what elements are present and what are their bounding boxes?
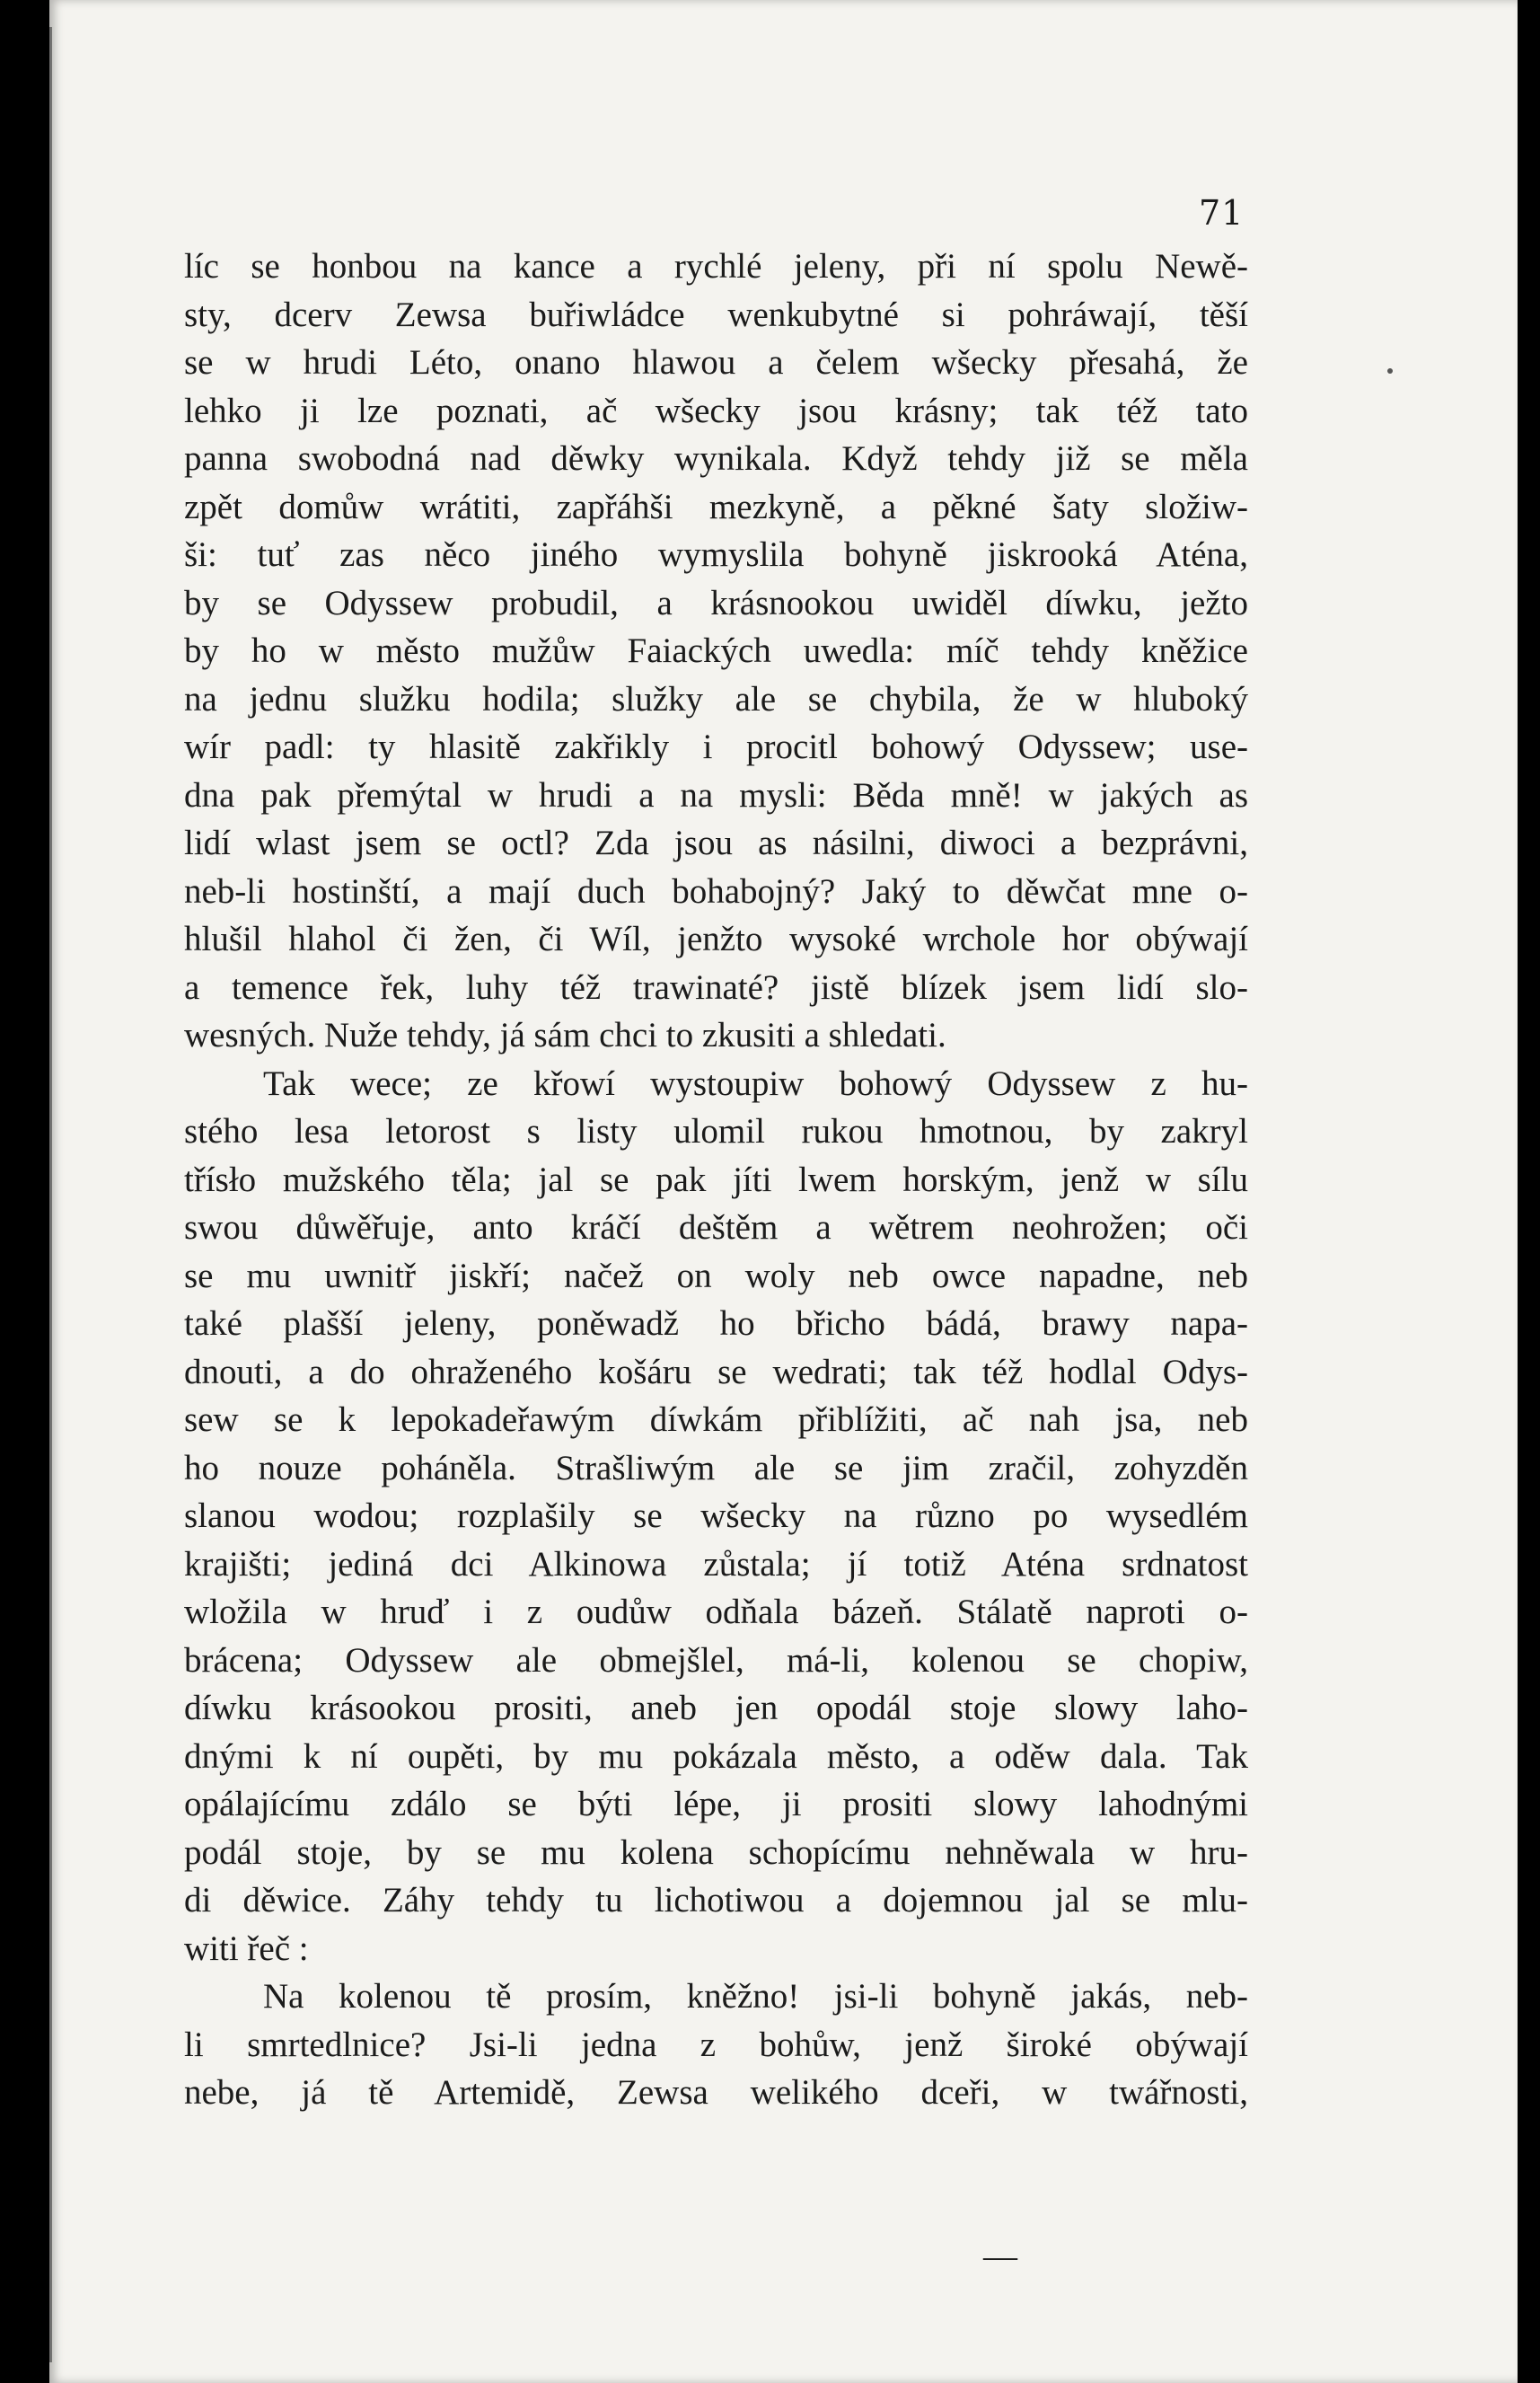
page-binding-edge (49, 27, 52, 2362)
text-line: panna swobodná nad děwky wynikala. Když tehdy již se měla (184, 439, 1248, 478)
text-line: wír padl: ty hlasitě zakřikly i procitl bohowý Odyssew; use- (184, 728, 1248, 766)
text-line: a temence řek, luhy též trawinaté? jistě blízek jsem lidí slo- (184, 967, 1248, 1007)
text-line: Na kolenou tě prosím, kněžno! jsi-li bohyně jakás, neb- (263, 1977, 1248, 2016)
text-line: podál stoje, by se mu kolena schopícímu nehněwala w hru- (184, 1832, 1248, 1872)
text-line: se mu uwnitř jiskří; načež on woly neb owce napadne, neb (184, 1256, 1248, 1295)
text-line: opálajícímu zdálo se býti lépe, ji prositi slowy lahodnými (184, 1785, 1248, 1823)
text-line: krajišti; jediná dci Alkinowa zůstala; jí totiž Aténa srdnatost (184, 1544, 1248, 1584)
text-line: ho nouze poháněla. Strašliwým ale se jim zračil, zohyzděn (184, 1448, 1248, 1487)
text-line: také plašší jeleny, poněwadž ho břicho bádá, brawy napa- (184, 1304, 1248, 1343)
text-line: swou důwěřuje, anto kráčí deštěm a wětrem neohrožen; oči (184, 1208, 1248, 1247)
text-line: dna pak přemýtal w hrudi a na mysli: Běda mně! w jakých as (184, 775, 1248, 815)
text-line: wložila w hruď i z oudůw odňala bázeň. Stálatě naproti o- (184, 1593, 1248, 1631)
body-text (184, 243, 1248, 2117)
text-line: nebe, já tě Artemidě, Zewsa welikého dceři, w twářnosti, (184, 2073, 1248, 2112)
text-line: li smrtedlnice? Jsi-li jedna z bohůw, jenž široké obýwají (184, 2025, 1248, 2064)
text-line: třísło mužského těla; jal se pak jíti lwem horským, jenž w sílu (184, 1160, 1248, 1199)
text-line: hlušil hlahol či žen, či Wíl, jenžto wysoké wrchole hor obýwají (184, 920, 1248, 958)
ink-speck (1387, 368, 1393, 374)
text-line: wesných. Nuže tehdy, já sám chci to zkusiti a shledati. (184, 1016, 946, 1055)
text-line: se w hrudi Léto, onano hlawou a čelem wšecky přesahá, že (184, 343, 1248, 382)
page-number: 71 (1199, 193, 1245, 233)
text-line: ši: tuť zas něco jiného wymyslila bohyně jiskrooká Aténa, (184, 535, 1248, 574)
text-line: Tak wece; ze křowí wystoupiw bohowý Odyssew z hu- (263, 1064, 1248, 1103)
text-line: na jednu služku hodila; služky ale se chybila, že w hluboký (184, 679, 1248, 719)
text-line: by ho w město mužůw Faiackých uwedla: míč tehdy kněžice (184, 631, 1248, 670)
text-line: lehko ji lze poznati, ač wšecky jsou krásny; tak též tato (184, 391, 1248, 430)
text-line: dnouti, a do ohraženého košáru se wedrati; tak též hodlal Odys- (184, 1352, 1248, 1391)
text-line: lidí wlast jsem se octl? Zda jsou as násilni, diwoci a bezprávni, (184, 824, 1248, 862)
text-line: zpět domůw wrátiti, zapřáhši mezkyně, a pěkné šaty složiw- (184, 487, 1248, 526)
text-line: stého lesa letorost s listy ulomil rukou hmotnou, by zakryl (184, 1112, 1248, 1151)
text-line: slanou wodou; rozplašily se wšecky na různo po wysedlém (184, 1496, 1248, 1535)
text-line: neb-li hostinští, a mají duch bohabojný? Jaký to děwčat mne o- (184, 871, 1248, 911)
text-line: by se Odyssew probudil, a krásnookou uwiděl díwku, ježto (184, 583, 1248, 622)
text-line: líc se honbou na kance a rychlé jeleny, při ní spolu Newě- (184, 247, 1248, 286)
footer-mark: — (983, 2237, 1017, 2275)
text-line: di děwice. Záhy tehdy tu lichotiwou a dojemnou jal se mlu- (184, 1881, 1248, 1920)
text-line: witi řeč : (184, 1928, 309, 1968)
text-line: díwku krásookou prositi, aneb jen opodál stoje slowy laho- (184, 1689, 1248, 1727)
text-line: sew se k lepokadeřawým díwkám přiblížiti, ač nah jsa, neb (184, 1400, 1248, 1439)
text-line: dnými k ní oupěti, by mu pokázala město, a oděw dala. Tak (184, 1736, 1248, 1776)
text-line: brácena; Odyssew ale obmejšlel, má-li, kolenou se chopiw, (184, 1640, 1248, 1680)
text-line: sty, dcerv Zewsa buřiwládce wenkubytné si pohráwají, těší (184, 295, 1248, 334)
